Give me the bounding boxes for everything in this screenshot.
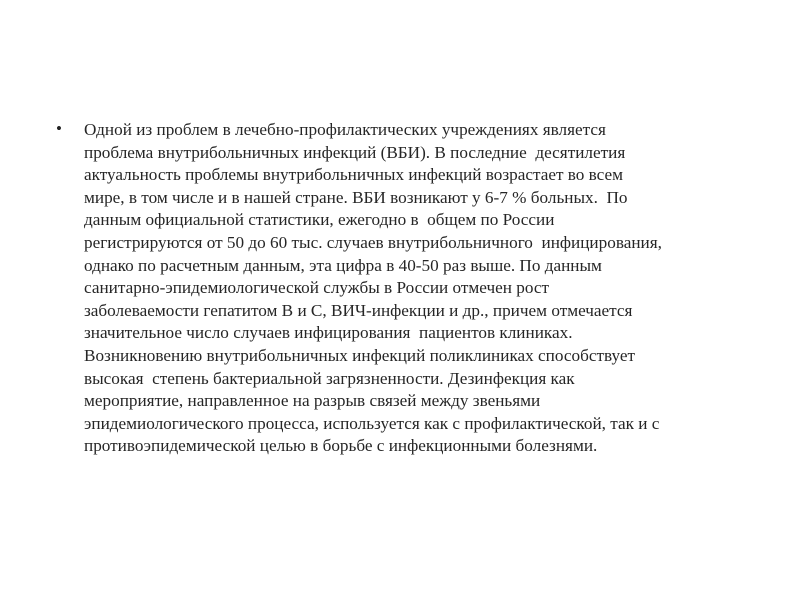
- text-line: данным официальной статистики, ежегодно в общем по России: [84, 210, 555, 230]
- text-line: значительное число случаев инфицирования пациентов клиниках.: [84, 323, 573, 343]
- bullet-icon: •: [56, 119, 62, 138]
- text-line: санитарно-эпидемиологической службы в России отмечен рост: [84, 278, 550, 298]
- text-line: заболеваемости гепатитом В и С, ВИЧ-инфекции и др., причем отмечается: [84, 300, 633, 320]
- text-line: мероприятие, направленное на разрыв связей между звеньями: [84, 391, 541, 411]
- body-paragraph: [84, 119, 784, 458]
- text-line: эпидемиологического процесса, используется как с профилактической, так и с: [84, 413, 660, 433]
- text-line: актуальность проблемы внутрибольничных инфекций возрастает во всем: [84, 165, 624, 185]
- text-line: Возникновению внутрибольничных инфекций поликлиниках способствует: [84, 345, 636, 365]
- text-line: противоэпидемической целью в борьбе с инфекционными болезнями.: [84, 436, 598, 456]
- text-line: однако по расчетным данным, эта цифра в 40-50 раз выше. По данным: [84, 255, 602, 275]
- text-line: высокая степень бактериальной загрязненности. Дезинфекция как: [84, 368, 575, 388]
- text-line: проблема внутрибольничных инфекций (ВБИ). В последние десятилетия: [84, 142, 626, 162]
- text-line: мире, в том числе и в нашей стране. ВБИ возникают у 6-7 % больных. По: [84, 187, 628, 207]
- text-line: регистрируются от 50 до 60 тыс. случаев внутрибольничного инфицирования,: [84, 232, 662, 252]
- text-line: Одной из проблем в лечебно-профилактических учреждениях является: [84, 120, 606, 139]
